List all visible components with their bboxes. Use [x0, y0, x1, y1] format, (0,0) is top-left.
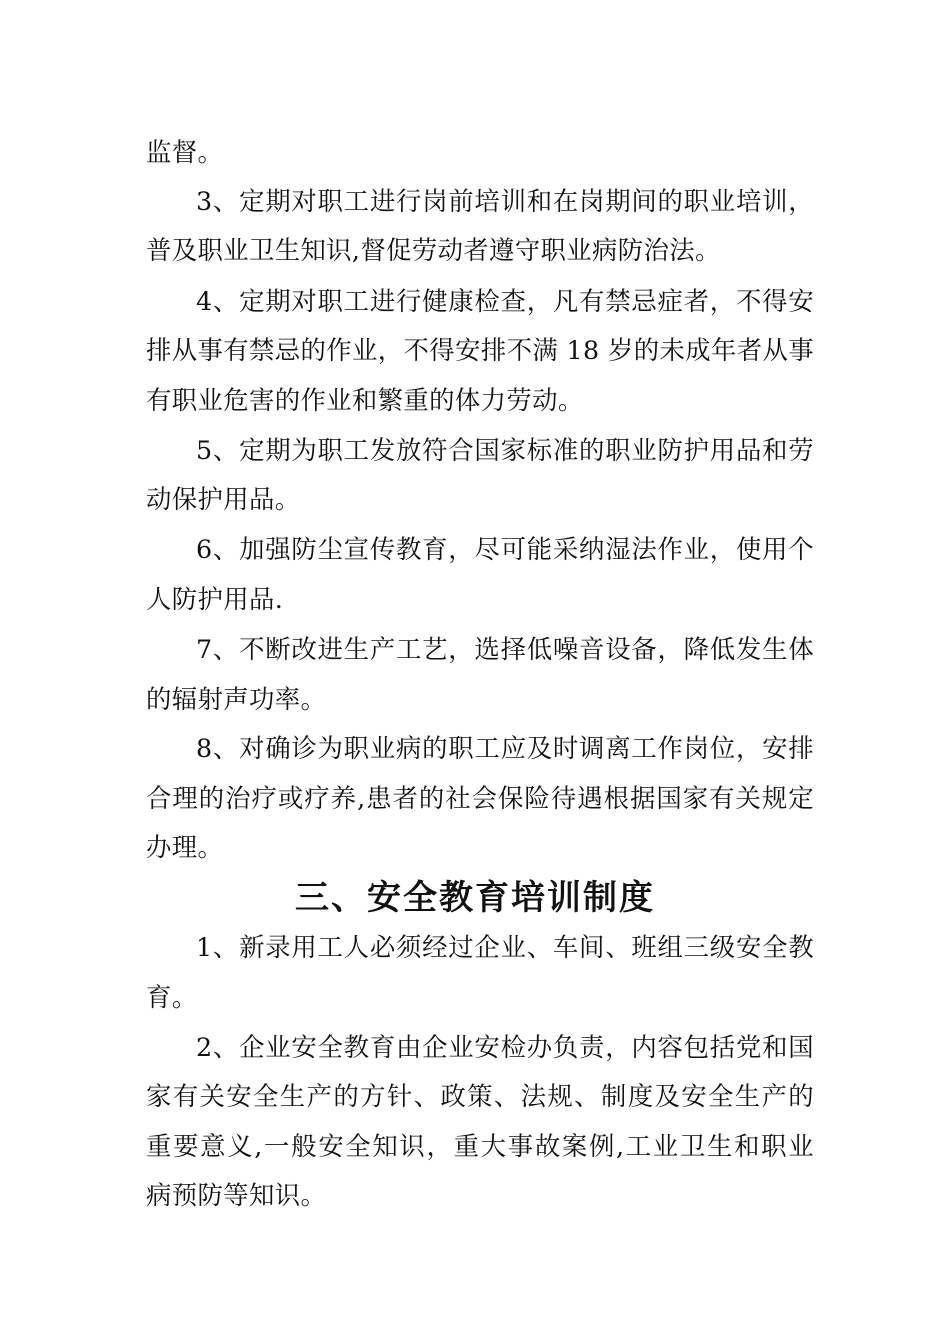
text-line: 办理。 — [146, 832, 224, 862]
text-line: 有职业危害的作业和繁重的体力劳动。 — [146, 385, 584, 415]
text-line: 动保护用品。 — [146, 484, 301, 514]
paragraph-4-start: 4、定期对职工进行健康检查，凡有禁忌症者，不得安 — [196, 286, 814, 316]
text-line: 重要意义,一般安全知识，重大事故案例,工业卫生和职业 — [146, 1131, 814, 1161]
text-line: 合理的治疗或疗养,患者的社会保险待遇根据国家有关规定 — [146, 783, 814, 813]
text-line: 病预防等知识。 — [146, 1180, 327, 1210]
text-line: 监督。 — [146, 137, 224, 167]
text-line: 家有关安全生产的方针、政策、法规、制度及安全生产的 — [146, 1081, 814, 1111]
paragraph-3-start: 3、定期对职工进行岗前培训和在岗期间的职业培训， — [196, 186, 814, 216]
paragraph-5-start: 5、定期为职工发放符合国家标准的职业防护用品和劳 — [196, 435, 814, 465]
paragraph-8-start: 8、对确诊为职业病的职工应及时调离工作岗位，安排 — [196, 733, 814, 763]
text-line: 的辐射声功率。 — [146, 684, 327, 714]
text-line: 育。 — [146, 982, 198, 1012]
paragraph-2-start: 2、企业安全教育由企业安检办负责，内容包括党和国 — [196, 1032, 814, 1062]
text-line: 普及职业卫生知识,督促劳动者遵守职业病防治法。 — [146, 235, 721, 265]
section-heading: 三、安全教育培训制度 — [295, 878, 655, 918]
paragraph-1-start: 1、新录用工人必须经过企业、车间、班组三级安全教 — [196, 932, 814, 962]
text-line: 排从事有禁忌的作业，不得安排不满 18 岁的未成年者从事 — [146, 335, 814, 365]
paragraph-7-start: 7、不断改进生产工艺，选择低噪音设备，降低发生体 — [196, 634, 814, 664]
text-line: 人防护用品. — [146, 584, 284, 614]
paragraph-6-start: 6、加强防尘宣传教育，尽可能采纳湿法作业，使用个 — [196, 534, 814, 564]
